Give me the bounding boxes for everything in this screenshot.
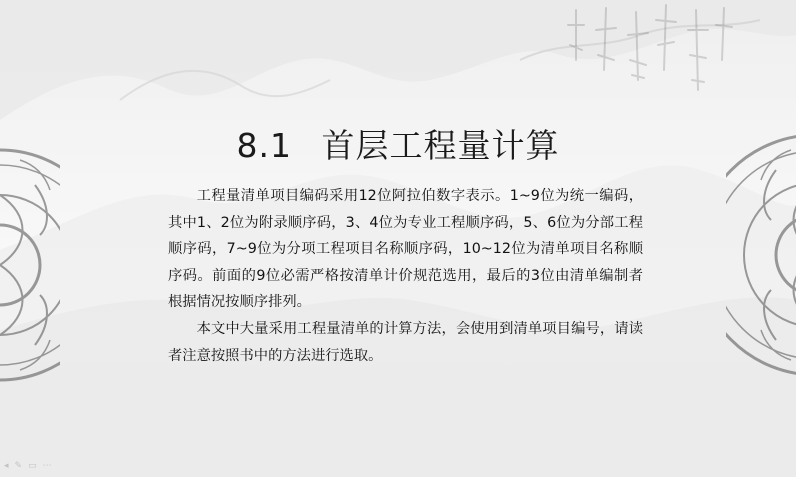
menu-icon[interactable]: ▭ bbox=[28, 461, 37, 471]
arrow-icon[interactable]: ◂ bbox=[4, 461, 9, 471]
pen-icon[interactable]: ✎ bbox=[14, 461, 23, 471]
paragraph-encoding-rules: 工程量清单项目编码采用12位阿拉伯数字表示。1~9位为统一编码，其中1、2位为附录顺序码，3、4位为专业工程顺序码，5、6位为分部工程顺序码，7~9位为分项工程项目名称顺序码，10~12位为清单项目名称顺序码。前面的9位必需严格按清单计价规范选用，最后的3位由清单编制者根据情况按顺序排列。 bbox=[168, 188, 643, 311]
slide-body-text bbox=[168, 183, 643, 369]
right-ornament-medallion bbox=[726, 50, 796, 460]
paragraph-usage-note: 本文中大量采用工程量清单的计算方法，会使用到清单项目编号，请读者注意按照书中的方法进行选取。 bbox=[168, 320, 643, 364]
more-icon[interactable]: ⋯ bbox=[42, 461, 52, 471]
presentation-toolbar bbox=[4, 461, 52, 471]
slide-title: 8.1 首层工程量计算 bbox=[236, 126, 560, 165]
calligraphy-decoration bbox=[556, 0, 736, 120]
